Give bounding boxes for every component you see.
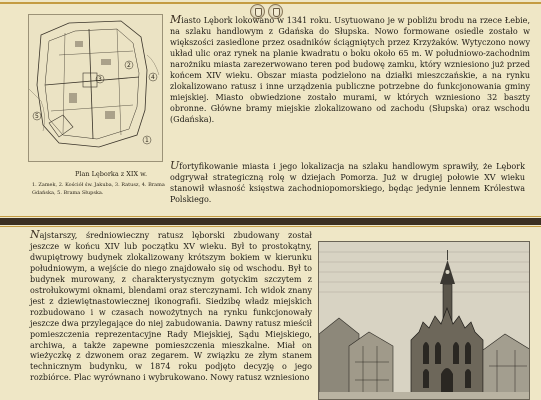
paragraph-fortification (170, 161, 525, 206)
marker-2: 2 (127, 62, 131, 69)
old-town-hall-engraving (318, 241, 530, 400)
marker-4: 4 (151, 74, 155, 81)
drop-cap: U (170, 159, 180, 172)
paragraph-text: iasto Lębork lokowano w 1341 roku. Usytuowano je w pobliżu brodu na rzece Łebie, na szlaku handlowym z Gdańska do Słupska. Nowo formowane osiedle zostało w większości zasiedlone przez osadników ściągniętych przez Krzyżaków. Wytyczono nowy układ ulic oraz rynek na planie kwadratu o boku około 65 m. W południowo-zachodnim narożniku miasta zarezerwowano teren pod budowę zamku, który wzniesiono już przed końcem XIV wieku. Obszar miasta podzielono na działki mieszczańskie, a na rynku zlokalizowano ratusz i inne urządzenia publiczne potrzebne do funkcjonowania gminy miejskiej. Miasto obwiedzione zostało murami, w których wzniesiono 32 baszty obronne. Główne bramy miejskie zlokalizowano od zachodu (Słupska) oraz wschodu (Gdańska). (170, 16, 530, 124)
top-border (0, 2, 541, 4)
castle-block (49, 115, 73, 137)
marker-1: 1 (145, 137, 149, 144)
paragraph-town-founding (170, 15, 530, 126)
map-caption-title: Plan Lęborka z XIX w. (75, 170, 148, 178)
town-plan-map (28, 14, 163, 162)
paragraph-text: fortyfikowanie miasta i jego lokalizacja na szlaku handlowym sprawiły, że Lębork odgrywał strategiczną rolę w dziejach Pomorza. Już w drugiej połowie XV wieku stanowił własność księstwa zachodniopomorskiego, będąc jedynie lennem Królestwa Polskiego. (170, 162, 525, 204)
main-street (45, 77, 139, 85)
paragraph-town-hall (30, 230, 312, 384)
map-legend: 1. Zamek, 2. Kościół św. Jakuba, 3. Ratusz, 4. Brama Gdańska, 5. Brama Słupska. (32, 182, 165, 196)
paragraph-text: ajstarszy, średniowieczny ratusz lęborski zbudowany został jeszcze w końcu XIV lub początku XV wieku. Był to prostokątny, dwupiętrowy budynek zlokalizowany krótszym bokiem w kierunku południowym, a wejście do niego znajdowało się od wschodu. Był to budynek murowany, z charakterystycznym gotyckim szczytem z ostrołukowymi oknami, blendami oraz sterczynami. Ich widok znany jest z dziewiętnastowiecznej ikonografii. Siedzibę władz miejskich rozbudowano i w czasach nowożytnych na rynku funkcjonowały jeszcze dwa przylegające do niej zabudowania. Dawny ratusz mieścił pomieszczenia reprezentacyjne Rady Miejskiej, Sądu Miejskiego, archiwa, a także zapewne pomieszczenia mieszkalne. Miał on wieżyczkę z dzwonem oraz zegarem. W związku ze złym stanem technicznym budynku, w 1874 roku podjęto decyzję o jego rozbiórce. Plac wyrównano i wybrukowano. Nowy ratusz wzniesiono (30, 231, 312, 383)
street-ground (319, 392, 530, 400)
drop-cap: N (30, 228, 40, 241)
market-square (83, 73, 97, 87)
divider-line (0, 226, 541, 227)
left-house (349, 332, 393, 400)
drop-cap: M (170, 13, 182, 26)
town-plan-drawing (29, 15, 164, 163)
section-divider (0, 218, 541, 225)
marker-3: 3 (98, 76, 102, 83)
engraving-drawing (319, 242, 530, 400)
marker-5: 5 (35, 113, 39, 120)
cross-street (89, 29, 93, 139)
divider-line (0, 216, 541, 217)
